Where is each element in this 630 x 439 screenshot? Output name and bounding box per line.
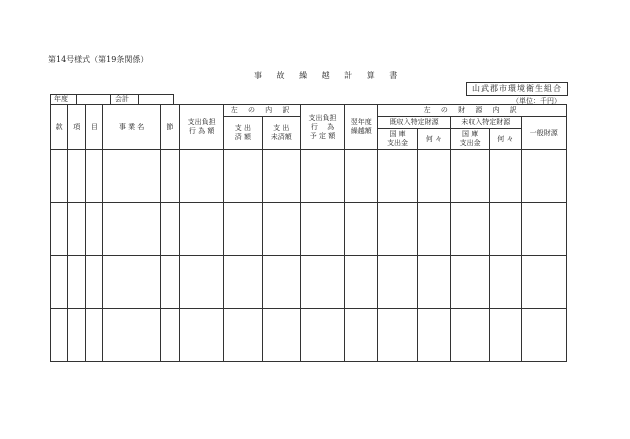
table-cell[interactable] <box>417 203 450 256</box>
table-cell[interactable] <box>224 203 262 256</box>
table-cell[interactable] <box>160 203 179 256</box>
table-cell[interactable] <box>521 203 567 256</box>
table-cell[interactable] <box>300 203 344 256</box>
table-cell[interactable] <box>160 309 179 362</box>
header-shishutsu-futan-koui: 支出負担 行 為 額 <box>179 105 223 150</box>
divider <box>138 94 139 104</box>
table-cell[interactable] <box>51 309 68 362</box>
table-cell[interactable] <box>179 309 223 362</box>
table-cell[interactable] <box>345 150 378 203</box>
organization-box: 山武郡市環境衛生組合 <box>466 82 568 96</box>
header-left-breakdown: 左 の 内 訳 <box>224 105 301 117</box>
table-cell[interactable] <box>521 150 567 203</box>
table-cell[interactable] <box>51 150 68 203</box>
header-moku: 目 <box>86 105 103 150</box>
table-cell[interactable] <box>417 309 450 362</box>
table-body <box>51 150 567 362</box>
table-cell[interactable] <box>51 203 68 256</box>
table-cell[interactable] <box>378 203 417 256</box>
table-cell[interactable] <box>160 256 179 309</box>
header-shishutsu-mizumi: 支 出 未済額 <box>262 117 300 150</box>
table-cell[interactable] <box>179 150 223 203</box>
year-account-box <box>50 94 174 104</box>
header-setsu: 節 <box>160 105 179 150</box>
header-zaigen-breakdown: 左 の 財 源 内 訳 <box>378 105 567 117</box>
table-cell[interactable] <box>179 256 223 309</box>
table-row <box>51 309 567 362</box>
table-cell[interactable] <box>417 150 450 203</box>
table-cell[interactable] <box>300 150 344 203</box>
table-cell[interactable] <box>490 150 521 203</box>
header-kou: 項 <box>68 105 86 150</box>
header-shishutsu-futan-yotei: 支出負担 行 為 予 定 額 <box>300 105 344 150</box>
table-cell[interactable] <box>86 256 103 309</box>
header-kan: 款 <box>51 105 68 150</box>
table-cell[interactable] <box>86 150 103 203</box>
table-cell[interactable] <box>262 203 300 256</box>
table-cell[interactable] <box>224 309 262 362</box>
table-cell[interactable] <box>262 256 300 309</box>
table-cell[interactable] <box>378 150 417 203</box>
table-cell[interactable] <box>262 150 300 203</box>
table-cell[interactable] <box>300 256 344 309</box>
table-cell[interactable] <box>450 256 489 309</box>
table-cell[interactable] <box>490 256 521 309</box>
table-cell[interactable] <box>378 309 417 362</box>
table-cell[interactable] <box>68 256 86 309</box>
table-cell[interactable] <box>417 256 450 309</box>
header-ki-shunyu: 既収入特定財源 <box>378 117 451 129</box>
table-cell[interactable] <box>179 203 223 256</box>
table-cell[interactable] <box>224 150 262 203</box>
table-cell[interactable] <box>86 203 103 256</box>
table-cell[interactable] <box>103 203 160 256</box>
table-cell[interactable] <box>160 150 179 203</box>
table-cell[interactable] <box>68 309 86 362</box>
carryover-table <box>50 104 567 362</box>
table-cell[interactable] <box>68 203 86 256</box>
table-cell[interactable] <box>490 203 521 256</box>
table-cell[interactable] <box>378 256 417 309</box>
header-yokunendo: 翌年度 繰越額 <box>345 105 378 150</box>
table-cell[interactable] <box>103 309 160 362</box>
table-cell[interactable] <box>521 256 567 309</box>
form-number: 第14号様式（第19条関係） <box>48 55 149 64</box>
table-cell[interactable] <box>450 203 489 256</box>
unit-label: （単位：千円） <box>512 97 561 105</box>
header-nanino-1: 何 々 <box>417 129 450 150</box>
header-ippan: 一般財源 <box>521 117 567 150</box>
table-row <box>51 203 567 256</box>
header-mi-shunyu: 未収入特定財源 <box>450 117 521 129</box>
divider <box>110 94 111 104</box>
table-cell[interactable] <box>300 309 344 362</box>
table-cell[interactable] <box>490 309 521 362</box>
table-cell[interactable] <box>450 309 489 362</box>
table-cell[interactable] <box>103 150 160 203</box>
header-kokko-2: 国 庫 支出金 <box>450 129 489 150</box>
table-cell[interactable] <box>86 309 103 362</box>
table-row <box>51 150 567 203</box>
document-title: 事 故 繰 越 計 算 書 <box>254 71 404 80</box>
table-cell[interactable] <box>345 309 378 362</box>
table-cell[interactable] <box>521 309 567 362</box>
table-cell[interactable] <box>103 256 160 309</box>
table-cell[interactable] <box>345 203 378 256</box>
table-cell[interactable] <box>262 309 300 362</box>
header-kokko-1: 国 庫 支出金 <box>378 129 417 150</box>
header-nanino-2: 何 々 <box>490 129 521 150</box>
table-cell[interactable] <box>51 256 68 309</box>
table-cell[interactable] <box>68 150 86 203</box>
year-label: 年度 <box>54 95 68 103</box>
table-cell[interactable] <box>345 256 378 309</box>
divider <box>76 94 77 104</box>
account-label: 会計 <box>115 95 129 103</box>
header-shishutsu-zumi: 支 出 済 額 <box>224 117 262 150</box>
table-cell[interactable] <box>450 150 489 203</box>
table-row <box>51 256 567 309</box>
header-jigyo: 事 業 名 <box>103 105 160 150</box>
table-cell[interactable] <box>224 256 262 309</box>
